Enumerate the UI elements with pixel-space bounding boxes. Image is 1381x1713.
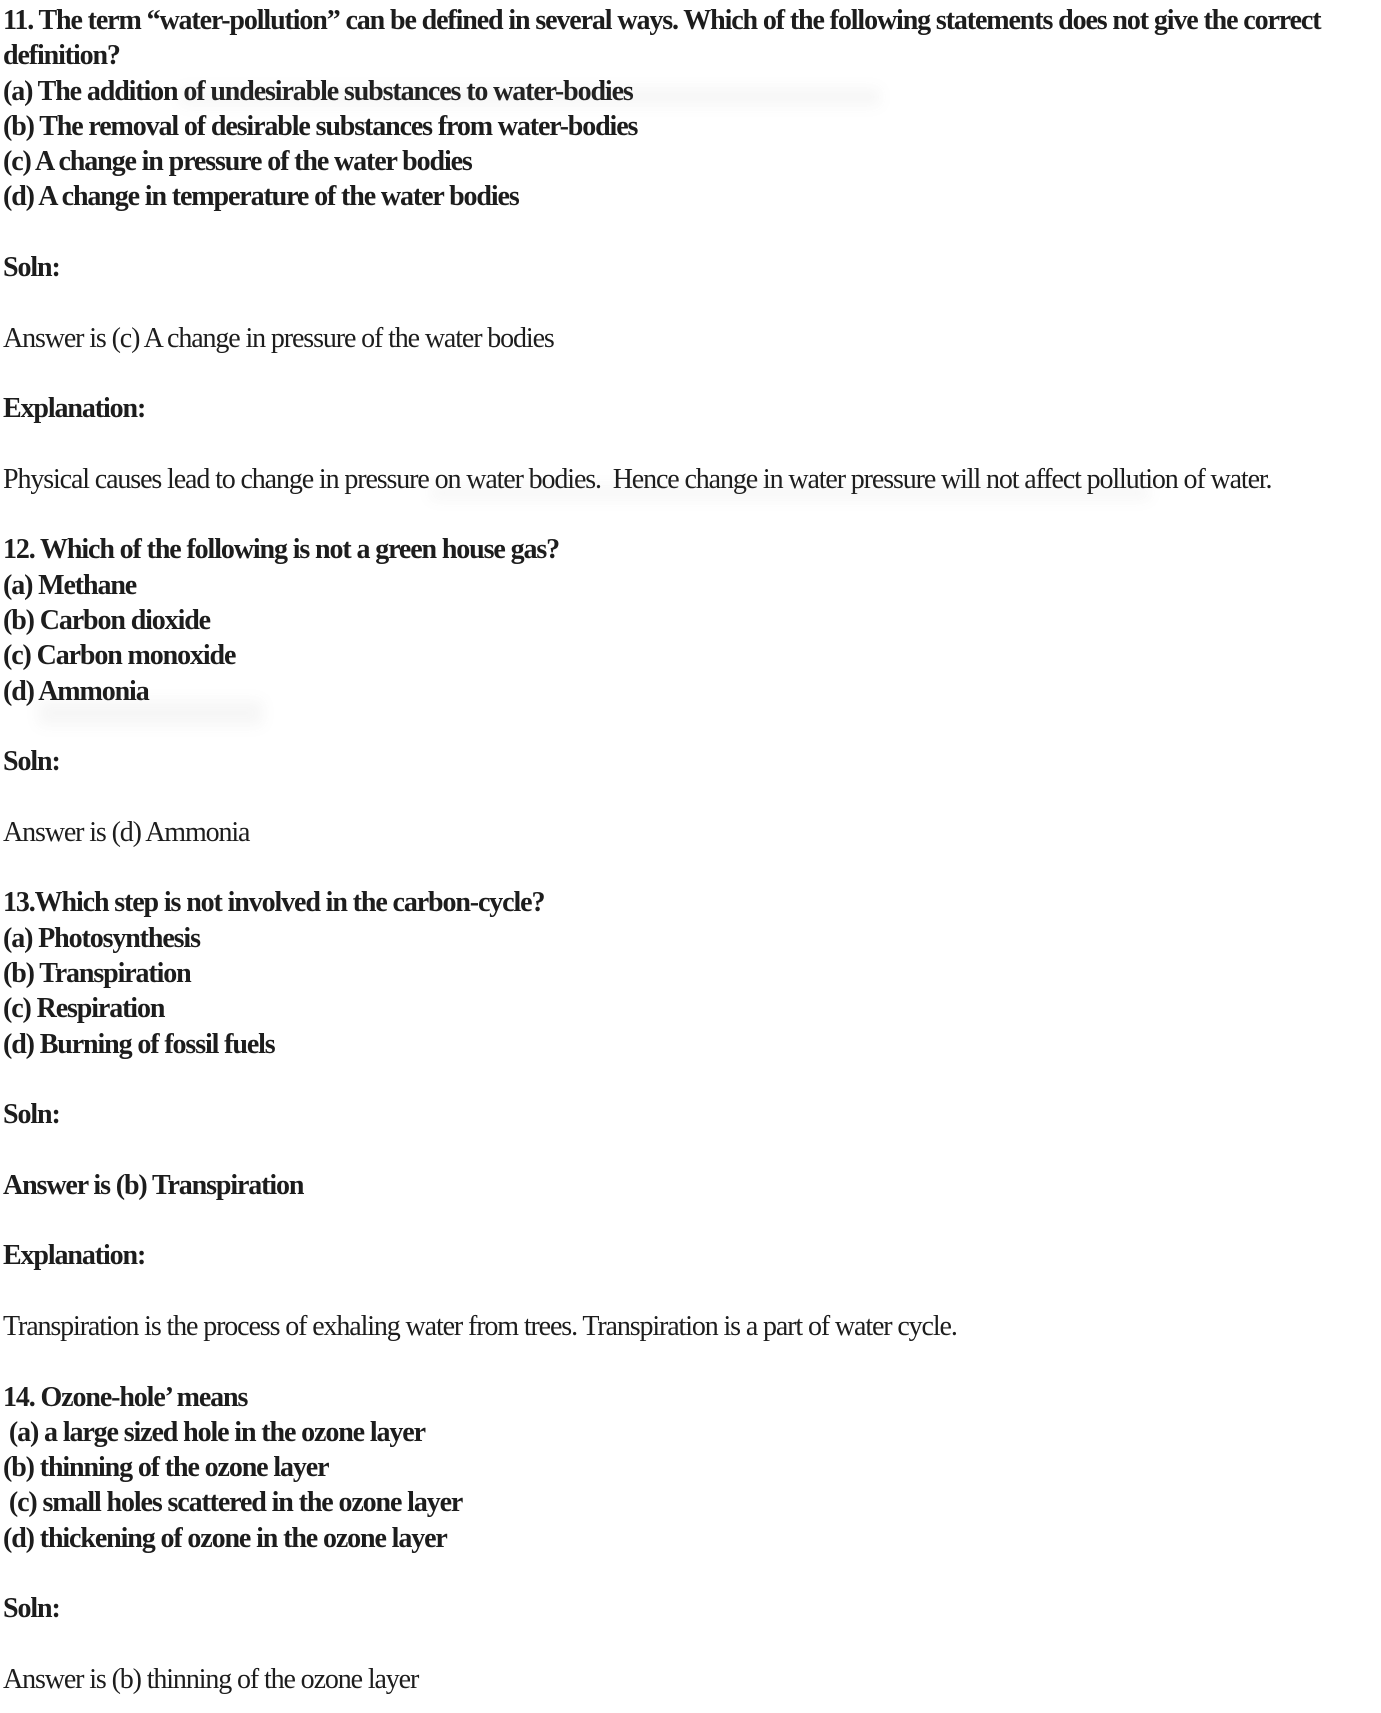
- question-14-text: 14. Ozone-hole’ means: [3, 1381, 248, 1413]
- question-14-option-b: (b) thinning of the ozone layer: [3, 1452, 329, 1484]
- question-12-option-b: (b) Carbon dioxide: [3, 605, 210, 637]
- question-14-option-a: (a) a large sized hole in the ozone layer: [3, 1416, 425, 1448]
- question-block-13: [3, 885, 1378, 1344]
- question-13-option-d: (d) Burning of fossil fuels: [3, 1028, 275, 1060]
- explanation-heading-11: Explanation:: [3, 393, 146, 425]
- question-block-14: [3, 1380, 1378, 1698]
- question-11-option-b: (b) The removal of desirable substances from water-bodies: [3, 110, 638, 142]
- question-13-option-b: (b) Transpiration: [3, 958, 191, 990]
- question-11-option-a: (a) The addition of undesirable substances to water-bodies: [3, 75, 633, 107]
- answer-12: Answer is (d) Ammonia: [3, 816, 250, 848]
- question-12-option-a: (a) Methane: [3, 569, 137, 601]
- soln-heading-13: Soln:: [3, 1099, 60, 1131]
- question-block-11: [3, 3, 1378, 497]
- soln-heading-14: Soln:: [3, 1593, 60, 1625]
- question-13-text: 13.Which step is not involved in the carbon-cycle?: [3, 887, 545, 919]
- explanation-11: Physical causes lead to change in pressure on water bodies. Hence change in water pressure will not affect pollution of water.: [3, 463, 1272, 495]
- question-12-option-d: (d) Ammonia: [3, 675, 149, 707]
- soln-heading-12: Soln:: [3, 746, 60, 778]
- question-13-option-a: (a) Photosynthesis: [3, 922, 200, 954]
- question-12-text: 12. Which of the following is not a green house gas?: [3, 534, 559, 566]
- question-13-option-c: (c) Respiration: [3, 993, 165, 1025]
- question-14-option-d: (d) thickening of ozone in the ozone layer: [3, 1522, 447, 1554]
- answer-11: Answer is (c) A change in pressure of the water bodies: [3, 322, 554, 354]
- answer-14: Answer is (b) thinning of the ozone layer: [3, 1663, 419, 1695]
- question-14-option-c: (c) small holes scattered in the ozone layer: [3, 1487, 463, 1519]
- question-12-option-c: (c) Carbon monoxide: [3, 640, 236, 672]
- soln-heading-11: Soln:: [3, 252, 60, 284]
- question-block-12: [3, 532, 1378, 850]
- question-11-option-c: (c) A change in pressure of the water bodies: [3, 146, 472, 178]
- question-11-option-d: (d) A change in temperature of the water bodies: [3, 181, 519, 213]
- explanation-13: Transpiration is the process of exhaling water from trees. Transpiration is a part of water cycle.: [3, 1310, 957, 1342]
- answer-13: Answer is (b) Transpiration: [3, 1169, 304, 1201]
- question-11-text: 11. The term “water-pollution” can be defined in several ways. Which of the following statements does not give the correct definition?: [3, 5, 1327, 72]
- explanation-heading-13: Explanation:: [3, 1240, 146, 1272]
